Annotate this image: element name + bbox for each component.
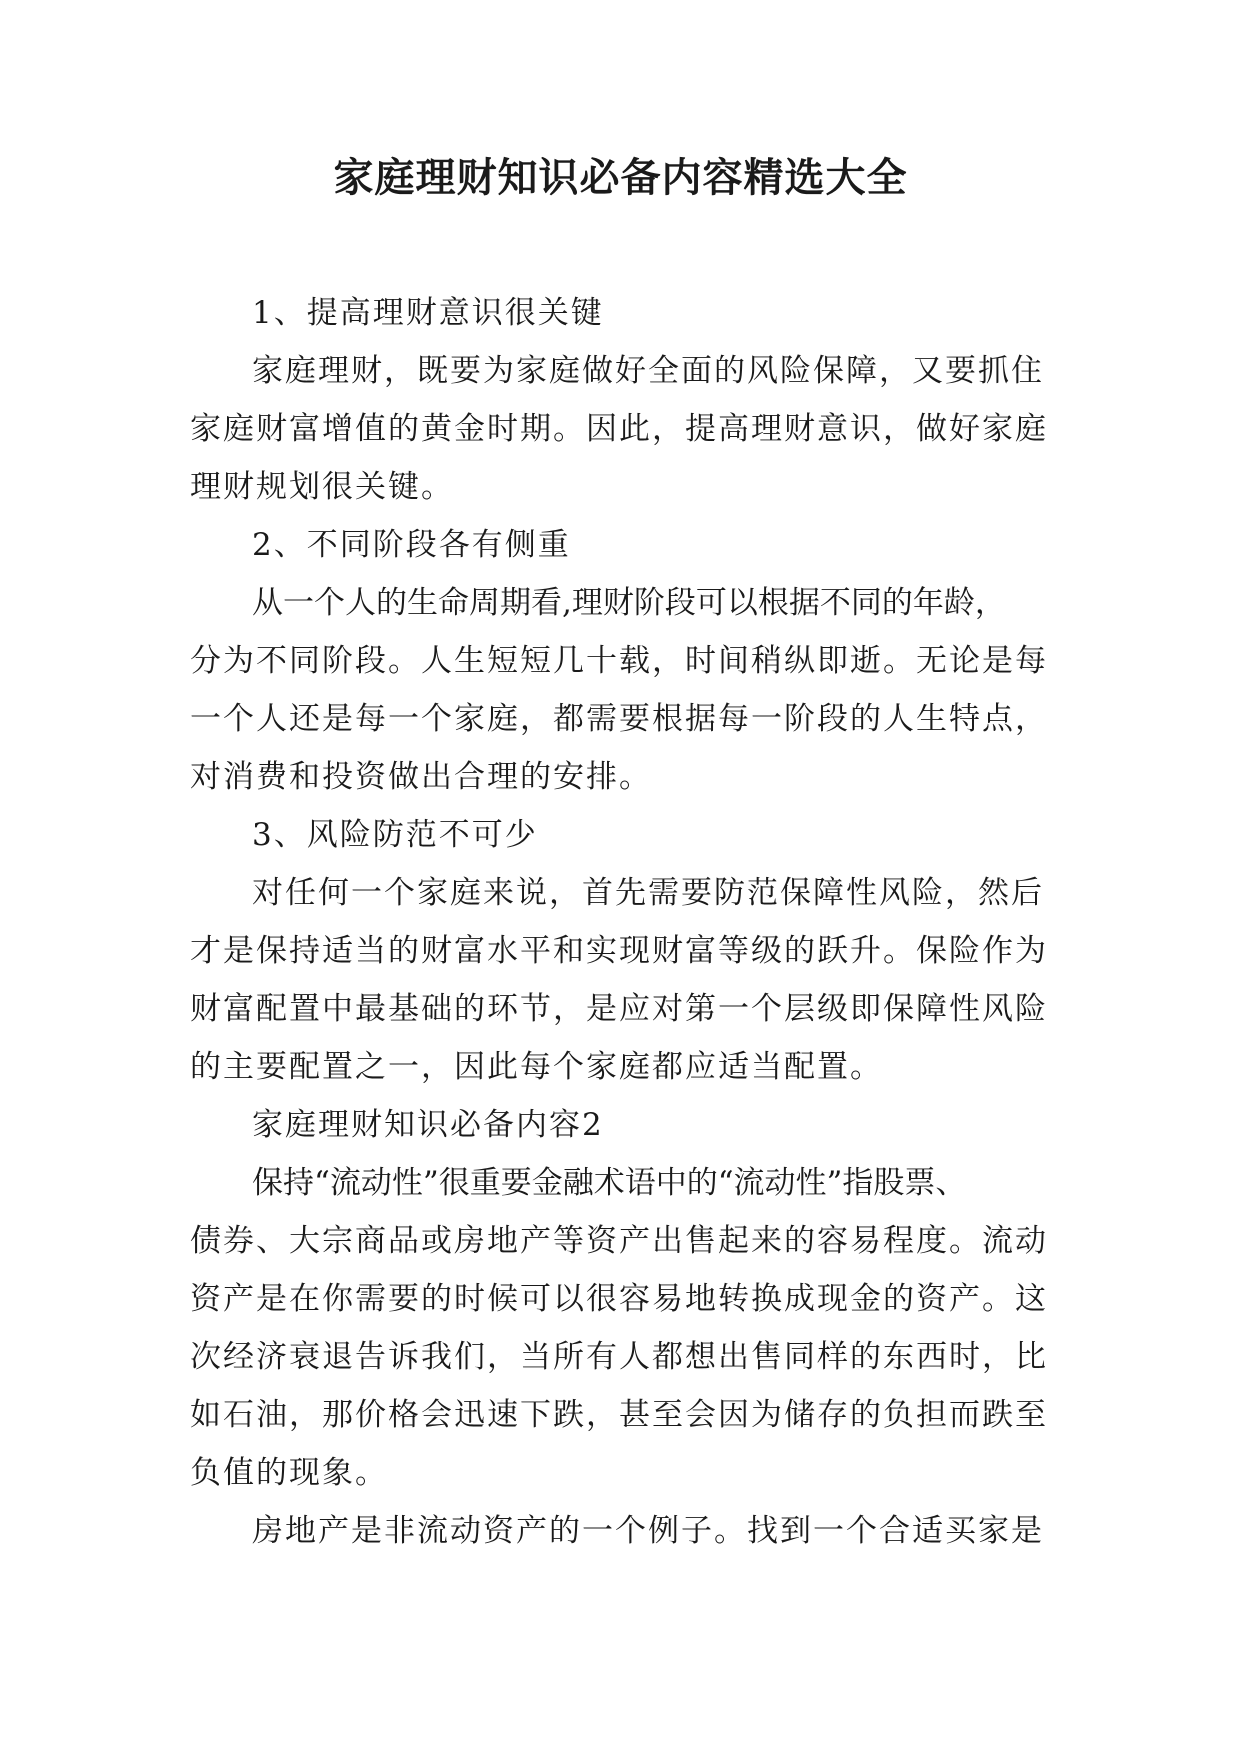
section-heading-3: 3、风险防范不可少: [252, 817, 538, 853]
paragraph-line: 的主要配置之一，因此每个家庭都应适当配置。: [190, 1049, 883, 1085]
paragraph-line: 对任何一个家庭来说，首先需要防范保障性风险，然后: [252, 875, 1044, 911]
paragraph-line: 才是保持适当的财富水平和实现财富等级的跃升。保险作为: [190, 933, 1048, 969]
paragraph-line: 如石油，那价格会迅速下跌，甚至会因为储存的负担而跌至: [190, 1397, 1048, 1433]
paragraph-line: 理财规划很关键。: [190, 469, 454, 505]
paragraph-line: 对消费和投资做出合理的安排。: [190, 759, 652, 795]
paragraph-line: 债券、大宗商品或房地产等资产出售起来的容易程度。流动: [190, 1223, 1048, 1259]
paragraph-line: 家庭理财，既要为家庭做好全面的风险保障，又要抓住: [252, 353, 1044, 389]
paragraph-line: 分为不同阶段。人生短短几十载，时间稍纵即逝。无论是每: [190, 643, 1048, 679]
paragraph-line: 一个人还是每一个家庭，都需要根据每一阶段的人生特点，: [190, 701, 1048, 737]
paragraph-line: 保持“流动性”很重要金融术语中的“流动性”指股票、: [252, 1165, 967, 1201]
paragraph-line: 家庭财富增值的黄金时期。因此，提高理财意识，做好家庭: [190, 411, 1048, 447]
section-heading-1: 1、提高理财意识很关键: [252, 295, 604, 331]
document-title: 家庭理财知识必备内容精选大全: [333, 155, 908, 201]
paragraph-line: 资产是在你需要的时候可以很容易地转换成现金的资产。这: [190, 1281, 1048, 1317]
paragraph-line: 负值的现象。: [190, 1455, 388, 1491]
section-heading-part-2: 家庭理财知识必备内容2: [252, 1107, 604, 1143]
paragraph-line: 次经济衰退告诉我们，当所有人都想出售同样的东西时，比: [190, 1339, 1048, 1375]
paragraph-line: 从一个人的生命周期看,理财阶段可以根据不同的年龄，: [252, 585, 1006, 621]
document-body: [190, 284, 1050, 1560]
paragraph-line: 房地产是非流动资产的一个例子。找到一个合适买家是: [252, 1513, 1044, 1549]
paragraph-line: 财富配置中最基础的环节，是应对第一个层级即保障性风险: [190, 991, 1048, 1027]
section-heading-2: 2、不同阶段各有侧重: [252, 527, 571, 563]
